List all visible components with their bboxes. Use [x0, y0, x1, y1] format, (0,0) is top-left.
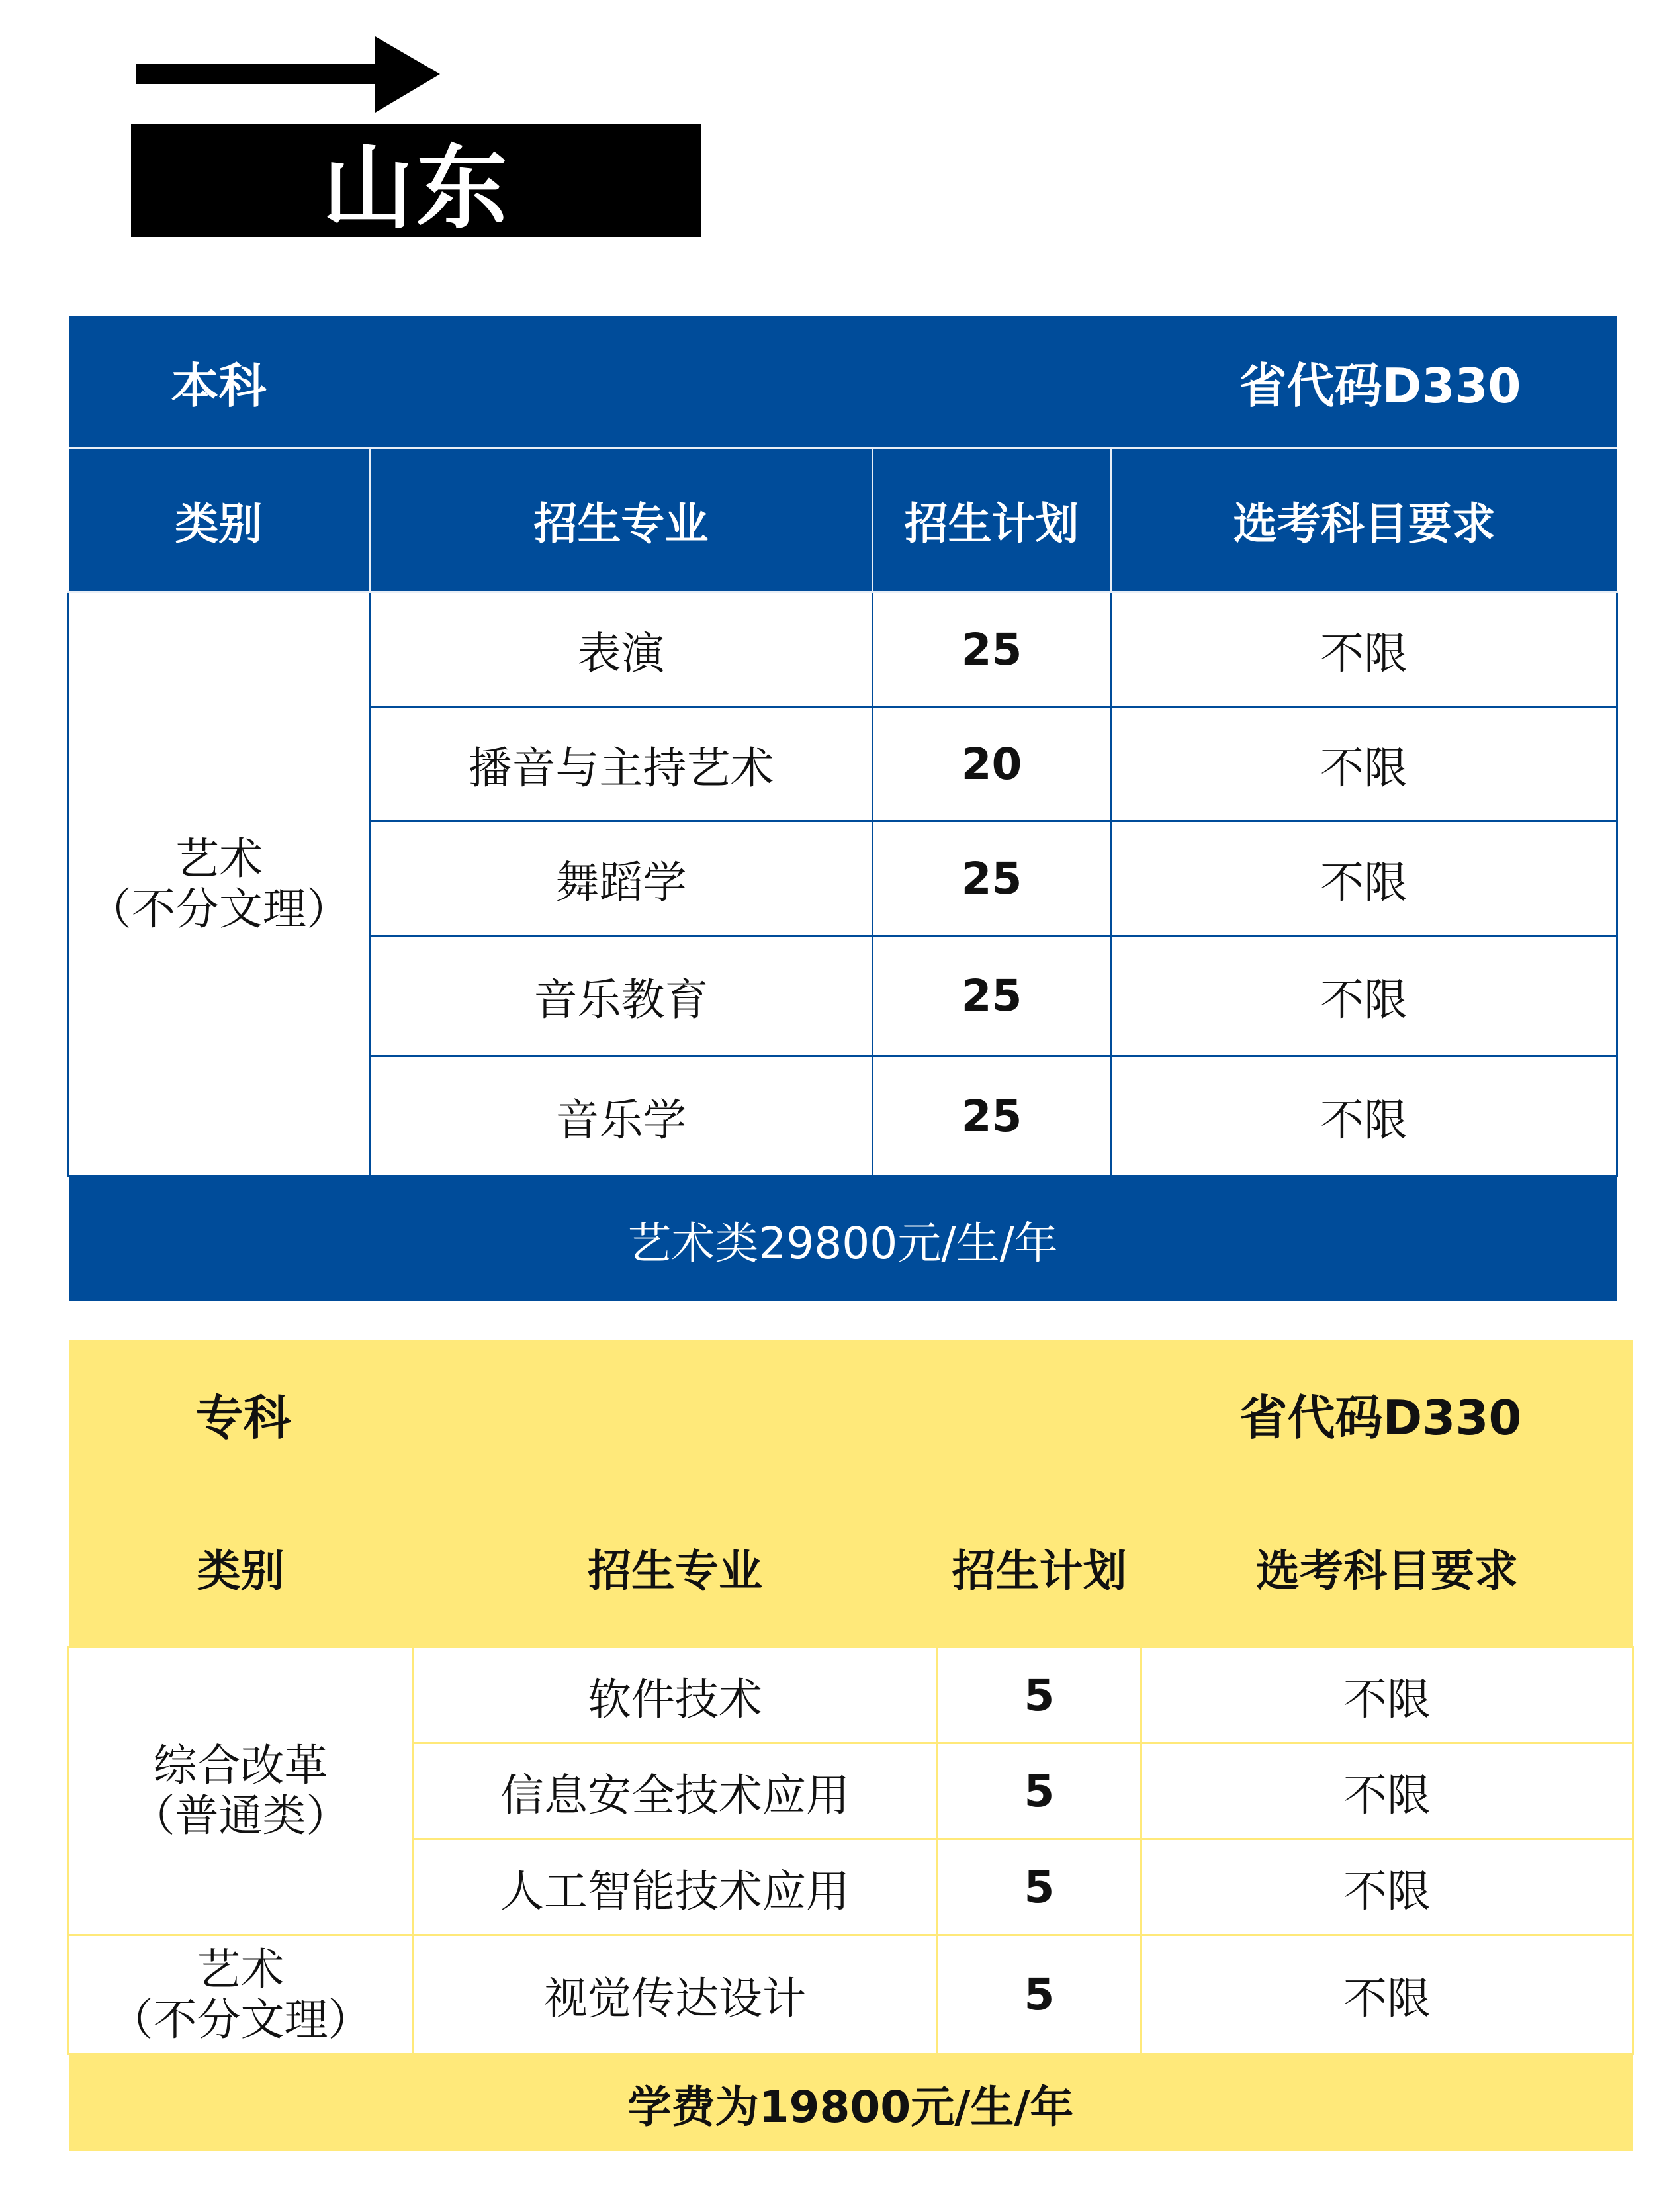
undergraduate-province-code: 省代码D330	[873, 316, 1617, 448]
column-header-major: 招生专业	[413, 1487, 938, 1647]
requirement-cell: 不限	[1142, 1935, 1633, 2054]
category-label-line: （不分文理）	[109, 1994, 372, 2045]
category-cell	[69, 1647, 413, 1935]
vocational-header-row	[69, 1487, 1633, 1647]
arrow-right-icon	[136, 36, 440, 113]
vocational-title-row	[69, 1340, 1633, 1487]
column-header-requirement: 选考科目要求	[1142, 1487, 1633, 1647]
column-header-plan: 招生计划	[938, 1487, 1142, 1647]
undergraduate-fee: 艺术类29800元/生/年	[69, 1177, 1617, 1302]
major-cell: 播音与主持艺术	[370, 707, 873, 821]
category-label-line: （不分文理）	[88, 884, 350, 935]
major-cell: 软件技术	[413, 1647, 938, 1743]
major-cell: 舞蹈学	[370, 821, 873, 936]
category-label-line: 综合改革	[153, 1740, 328, 1792]
vocational-title: 专科	[69, 1340, 938, 1487]
vocational-fee-row	[69, 2054, 1633, 2152]
plan-cell: 5	[938, 1743, 1142, 1839]
table-row	[69, 1935, 1633, 2054]
requirement-cell: 不限	[1142, 1743, 1633, 1839]
vocational-fee: 学费为19800元/生/年	[69, 2054, 1633, 2152]
requirement-cell: 不限	[1111, 821, 1617, 936]
column-header-major: 招生专业	[370, 448, 873, 592]
undergraduate-header-row	[69, 448, 1617, 592]
category-label-line: （普通类）	[131, 1790, 350, 1841]
major-cell: 信息安全技术应用	[413, 1743, 938, 1839]
category-cell	[69, 1935, 413, 2054]
column-header-category: 类别	[69, 1487, 413, 1647]
major-cell: 表演	[370, 592, 873, 707]
column-header-plan: 招生计划	[873, 448, 1111, 592]
plan-cell: 25	[873, 1056, 1111, 1177]
major-cell: 人工智能技术应用	[413, 1839, 938, 1935]
requirement-cell: 不限	[1111, 592, 1617, 707]
undergraduate-title-row	[69, 316, 1617, 448]
vocational-table	[67, 1340, 1634, 2151]
vocational-province-code: 省代码D330	[938, 1340, 1633, 1487]
plan-cell: 5	[938, 1935, 1142, 2054]
requirement-cell: 不限	[1111, 707, 1617, 821]
province-title: 山东	[322, 135, 510, 242]
major-cell: 视觉传达设计	[413, 1935, 938, 2054]
major-cell: 音乐学	[370, 1056, 873, 1177]
plan-cell: 25	[873, 592, 1111, 707]
table-row	[69, 592, 1617, 707]
plan-cell: 25	[873, 936, 1111, 1056]
column-header-requirement: 选考科目要求	[1111, 448, 1617, 592]
plan-cell: 5	[938, 1839, 1142, 1935]
requirement-cell: 不限	[1111, 1056, 1617, 1177]
column-header-category: 类别	[69, 448, 370, 592]
table-row	[69, 1647, 1633, 1743]
requirement-cell: 不限	[1142, 1839, 1633, 1935]
category-cell	[69, 592, 370, 1177]
requirement-cell: 不限	[1142, 1647, 1633, 1743]
plan-cell: 20	[873, 707, 1111, 821]
province-title-block	[131, 124, 701, 242]
major-cell: 音乐教育	[370, 936, 873, 1056]
requirement-cell: 不限	[1111, 936, 1617, 1056]
category-label-line: 艺术	[197, 1943, 285, 1995]
category-label-line: 艺术	[175, 833, 263, 885]
undergraduate-title: 本科	[69, 316, 873, 448]
plan-cell: 25	[873, 821, 1111, 936]
undergraduate-table	[67, 316, 1618, 1301]
undergraduate-fee-row	[69, 1177, 1617, 1302]
plan-cell: 5	[938, 1647, 1142, 1743]
